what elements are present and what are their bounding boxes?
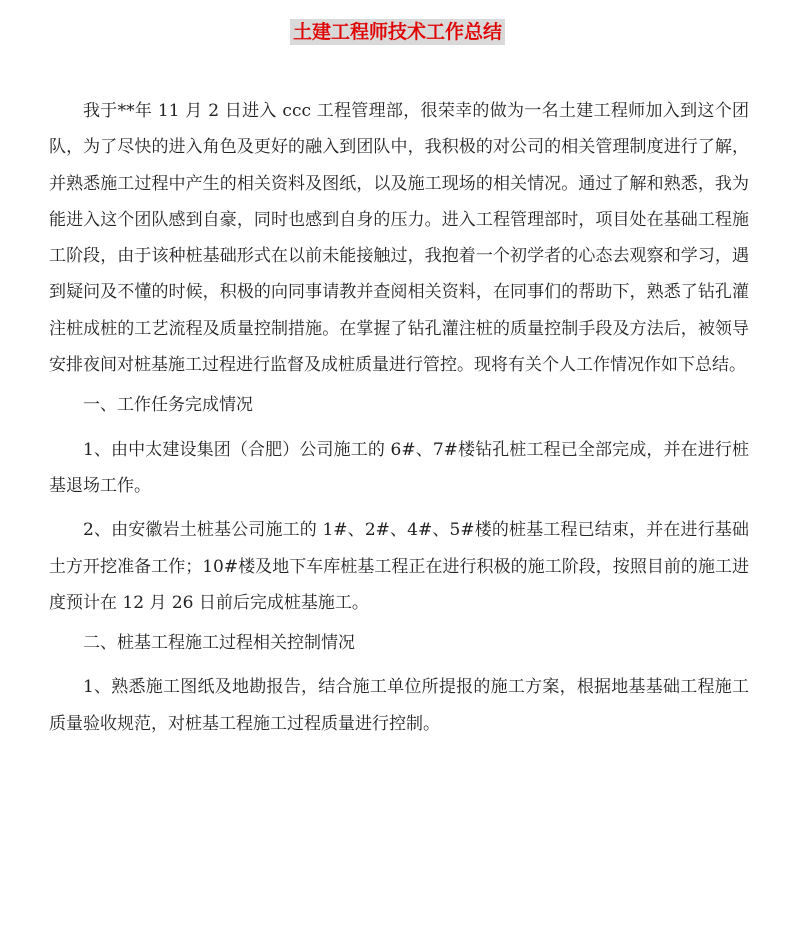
list-item-2-1: 1、熟悉施工图纸及地勘报告，结合施工单位所提报的施工方案，根据地基基础工程施工质量验收规范，对桩基工程施工过程质量进行控制。 [49,677,749,734]
document-title: 土建工程师技术工作总结 [290,19,505,45]
document-body [49,93,749,742]
title-container [0,19,795,45]
section-heading-1: 一、工作任务完成情况 [83,395,253,416]
intro-paragraph: 我于**年 11 月 2 日进入 ccc 工程管理部，很荣幸的做为一名土建工程师加入到这个团队，为了尽快的进入角色及更好的融入到团队中，我积极的对公司的相关管理制度进行了解，并熟悉施工过程中产生的相关资料及图纸，以及施工现场的相关情况。通过了解和熟悉，我为能进入这个团队感到自豪，同时也感到自身的压力。进入工程管理部时，项目处在基础工程施工阶段，由于该种桩基础形式在以前未能接触过，我抱着一个初学者的心态去观察和学习，遇到疑问及不懂的时候，积极的向同事请教并查阅相关资料，在同事们的帮助下，熟悉了钻孔灌注桩成桩的工艺流程及质量控制措施。在掌握了钻孔灌注桩的质量控制手段及方法后，被领导安排夜间对桩基施工过程进行监督及成桩质量进行管控。现将有关个人工作情况作如下总结。 [49,101,749,376]
list-item-1-1: 1、由中太建设集团（合肥）公司施工的 6#、7#楼钻孔桩工程已全部完成，并在进行桩基退场工作。 [49,439,749,496]
section-heading-2: 二、桩基工程施工过程相关控制情况 [83,633,355,654]
list-item-1-2: 2、由安徽岩土桩基公司施工的 1#、2#、4#、5#楼的桩基工程已结束，并在进行基础土方开挖准备工作；10#楼及地下车库桩基工程正在进行积极的施工阶段，按照目前的施工进度预计在 12 月 26 日前后完成桩基施工。 [49,520,749,613]
